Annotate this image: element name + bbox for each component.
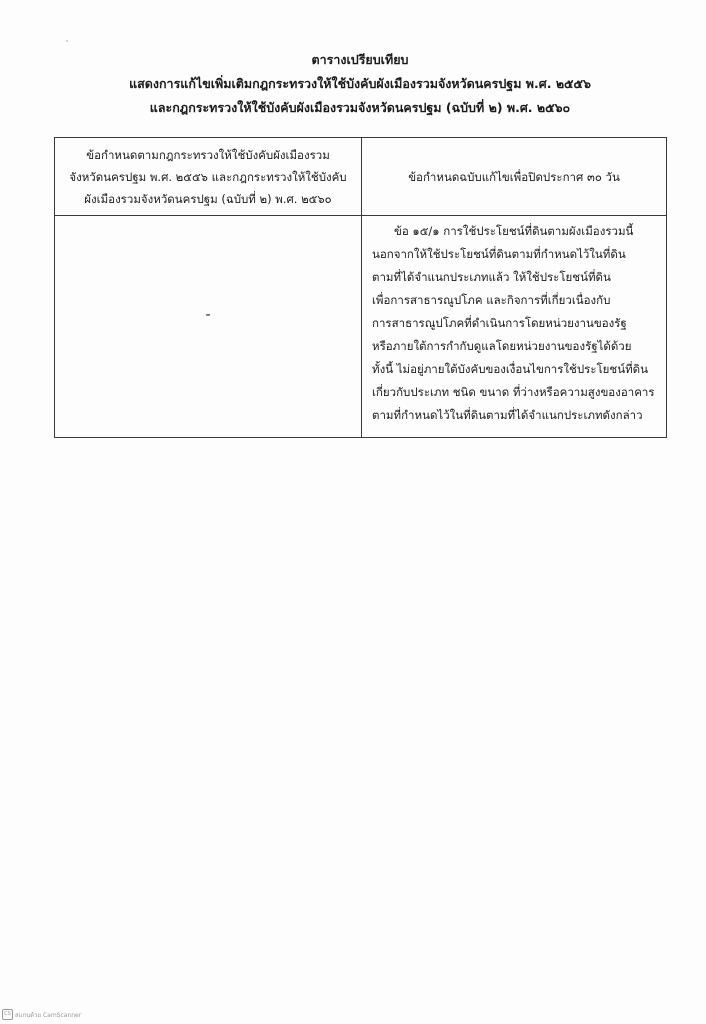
document-title [60,48,660,120]
camscanner-logo-icon: CS [2,1009,13,1020]
amended-clause-cell [362,216,667,438]
clause-line: เกี่ยวกับประเภท ชนิด ขนาด ที่ว่างหรือความสูงของอาคาร [372,385,655,399]
clause-text [362,216,666,427]
header-left-line-3: ผังเมืองรวมจังหวัดนครปฐม (ฉบับที่ ๒) พ.ศ. ๒๕๖๐ [84,191,332,206]
header-right-text: ข้อกำหนดฉบับแก้ไขเพื่อปิดประกาศ ๓๐ วัน [408,169,620,184]
clause-line: เพื่อการสาธารณูปโภค และกิจการที่เกี่ยวเนื่องกับ [372,293,611,307]
clause-line: การสาธารณูปโภคที่ดำเนินการโดยหน่วยงานของรัฐ [372,316,627,330]
clause-line: หรือภายใต้การกำกับดูแลโดยหน่วยงานของรัฐได้ด้วย [372,339,632,353]
current-regulation-cell [55,216,362,438]
header-current-regulation [55,138,362,216]
empty-dash: - [205,306,211,323]
camscanner-text: สแกนด้วย CamScanner [15,1011,82,1019]
table-header-row [55,138,667,216]
header-left-line-1: ข้อกำหนดตามกฎกระทรวงให้ใช้บังคับผังเมืองรวม [86,147,330,162]
header-left-line-2: จังหวัดนครปฐม พ.ศ. ๒๕๕๖ และกฎกระทรวงให้ใช้บังคับ [69,169,347,184]
header-amended-regulation [362,138,667,216]
title-line-3: และกฎกระทรวงให้ใช้บังคับผังเมืองรวมจังหวัดนครปฐม (ฉบับที่ ๒) พ.ศ. ๒๕๖๐ [149,100,571,115]
clause-line: ตามที่กำหนดไว้ในที่ดินตามที่ได้จำแนกประเภทดังกล่าว [372,408,643,422]
scan-speck [66,40,68,42]
title-line-1: ตารางเปรียบเทียบ [311,52,409,67]
comparison-table [54,137,667,438]
title-line-2: แสดงการแก้ไขเพิ่มเติมกฎกระทรวงให้ใช้บังคับผังเมืองรวมจังหวัดนครปฐม พ.ศ. ๒๕๕๖ [129,76,591,91]
camscanner-watermark [2,1009,81,1020]
clause-line: ตามที่ได้จำแนกประเภทแล้ว ให้ใช้ประโยชน์ที่ดิน [372,270,611,284]
clause-line: ทั้งนี้ ไม่อยู่ภายใต้บังคับของเงื่อนไขการใช้ประโยชน์ที่ดิน [372,362,648,376]
clause-line: นอกจากให้ใช้ประโยชน์ที่ดินตามที่กำหนดไว้ในที่ดิน [372,247,626,261]
table-row [55,216,667,438]
clause-line: ข้อ ๑๕/๑ การใช้ประโยชน์ที่ดินตามผังเมืองรวมนี้ [394,224,634,238]
